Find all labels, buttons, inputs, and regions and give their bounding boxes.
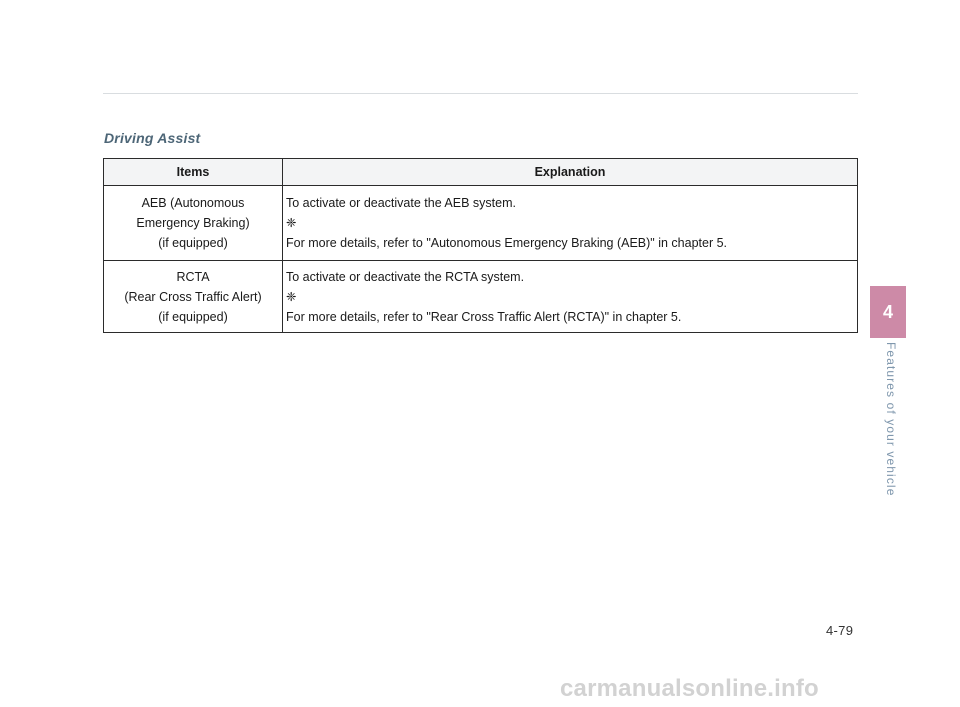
watermark: carmanualsonline.info — [560, 675, 819, 702]
item-equipped-note: (if equipped) — [158, 309, 228, 324]
explanation-text: To activate or deactivate the AEB system. — [286, 196, 516, 210]
section-title: Driving Assist — [104, 130, 201, 146]
reference-note-text: For more details, refer to "Autonomous Emergency Braking (AEB)" in chapter 5. — [286, 236, 728, 250]
table-row — [104, 186, 858, 261]
chapter-tab: 4 — [870, 286, 906, 338]
table-row — [104, 261, 858, 333]
note-symbol-icon: ❈ — [286, 289, 297, 304]
driving-assist-table — [103, 158, 858, 333]
page-number: 4-79 — [826, 623, 854, 638]
note-symbol-icon: ❈ — [286, 216, 297, 230]
reference-note-text: For more details, refer to "Rear Cross Traffic Alert (RCTA)" in chapter 5. — [286, 309, 682, 324]
item-name-line: Emergency Braking) — [136, 216, 250, 230]
explanation-text: To activate or deactivate the RCTA system. — [286, 269, 525, 284]
explanation-cell — [283, 186, 858, 261]
reference-note — [286, 287, 857, 327]
chapter-title: Features of your vehicle — [884, 342, 898, 497]
item-cell — [104, 261, 283, 333]
reference-note — [286, 213, 857, 253]
explanation-cell — [283, 261, 858, 333]
header-divider — [103, 93, 858, 94]
item-equipped-note: (if equipped) — [158, 236, 228, 250]
item-name-line: AEB (Autonomous — [141, 196, 245, 210]
item-name-line: RCTA — [176, 269, 210, 284]
column-header-items: Items — [104, 159, 283, 186]
column-header-explanation: Explanation — [283, 159, 858, 186]
item-cell — [104, 186, 283, 261]
item-name-line: (Rear Cross Traffic Alert) — [124, 289, 262, 304]
table-header-row — [104, 159, 858, 186]
